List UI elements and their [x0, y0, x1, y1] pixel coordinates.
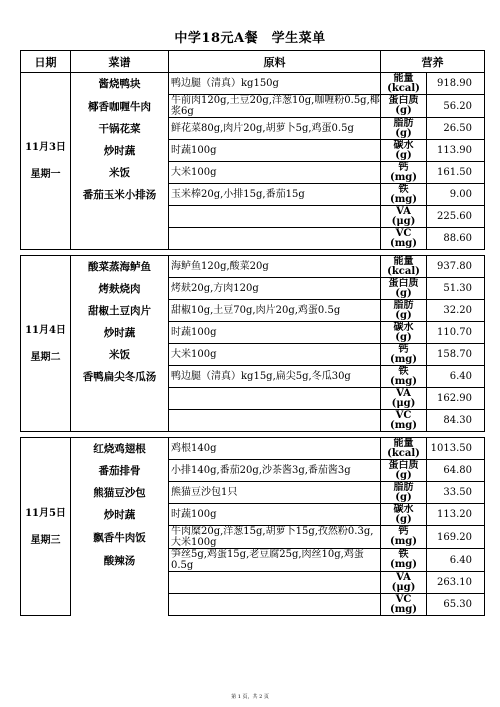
- nutrient-value: 65.30: [427, 594, 485, 616]
- ingredients-text: 鸡根140g: [169, 438, 381, 460]
- menu-body: [21, 73, 485, 616]
- nutrient-label: 铁 (mg): [381, 366, 427, 388]
- table-row: [21, 73, 485, 95]
- ingredients-text: 海鲈鱼120g,酸菜20g: [169, 256, 381, 278]
- nutrient-label: 脂肪 (g): [381, 482, 427, 504]
- nutrient-label: 脂肪 (g): [381, 118, 427, 140]
- dish-name: 香鸭扁尖冬瓜汤: [71, 366, 169, 388]
- weekday-label: 星期一: [30, 169, 61, 180]
- dish-name: 米饭: [71, 162, 169, 184]
- table-row: [21, 118, 485, 140]
- ingredients-text: 时蔬100g: [169, 322, 381, 344]
- dish-name: 炒时蔬: [71, 140, 169, 162]
- nutrient-value: 161.50: [427, 162, 485, 184]
- dish-name: [71, 206, 169, 228]
- page-title: 中学18元A餐 学生菜单: [174, 31, 326, 46]
- nutrient-value: 162.90: [427, 388, 485, 410]
- ingredients-text: 笋丝5g,鸡蛋15g,老豆腐25g,肉丝10g,鸡蛋0.5g: [169, 549, 381, 572]
- dish-name: 酸辣汤: [71, 549, 169, 572]
- nutrient-label: VC (mg): [381, 594, 427, 616]
- date-cell: [21, 256, 71, 432]
- nutrient-value: 9.00: [427, 184, 485, 206]
- nutrient-value: 64.80: [427, 460, 485, 482]
- table-row: [21, 184, 485, 206]
- table-row: [21, 594, 485, 616]
- header-ingredients: 原料: [169, 51, 381, 73]
- ingredients-text: [169, 388, 381, 410]
- table-row: [21, 206, 485, 228]
- dish-name: 炒时蔬: [71, 322, 169, 344]
- nutrient-value: 263.10: [427, 572, 485, 594]
- ingredients-text: 玉米棒20g,小排15g,番茄15g: [169, 184, 381, 206]
- table-row: [21, 344, 485, 366]
- table-row: [21, 140, 485, 162]
- nutrient-value: 51.30: [427, 278, 485, 300]
- table-row: [21, 482, 485, 504]
- ingredients-text: 鸭边腿（清真）kg150g: [169, 73, 381, 95]
- nutrient-value: 225.60: [427, 206, 485, 228]
- ingredients-text: 鸭边腿（清真）kg15g,扁尖5g,冬瓜30g: [169, 366, 381, 388]
- dish-name: [71, 228, 169, 250]
- dish-name: 熊猫豆沙包: [71, 482, 169, 504]
- nutrient-value: 937.80: [427, 256, 485, 278]
- ingredients-text: 甜椒10g,土豆70g,肉片20g,鸡蛋0.5g: [169, 300, 381, 322]
- nutrient-value: 918.90: [427, 73, 485, 95]
- nutrient-label: 能量 (kcal): [381, 256, 427, 278]
- table-row: [21, 300, 485, 322]
- page-footer: 第 1 页，共 2 页: [231, 694, 269, 700]
- table-row: [21, 572, 485, 594]
- nutrient-label: 碳水 (g): [381, 504, 427, 526]
- table-row: [21, 460, 485, 482]
- nutrient-value: 113.90: [427, 140, 485, 162]
- dish-name: 椰香咖喱牛肉: [71, 95, 169, 118]
- table-row: [21, 549, 485, 572]
- nutrient-label: 钙 (mg): [381, 162, 427, 184]
- date-label: 11月3日: [25, 142, 66, 153]
- nutrient-value: 1013.50: [427, 438, 485, 460]
- nutrient-value: 32.20: [427, 300, 485, 322]
- header-date: 日期: [21, 51, 71, 73]
- header-nutrition: 营养: [381, 51, 485, 73]
- dish-name: 酸菜蒸海鲈鱼: [71, 256, 169, 278]
- dish-name: 烤麸烧肉: [71, 278, 169, 300]
- ingredients-text: 大米100g: [169, 162, 381, 184]
- table-row: [21, 228, 485, 250]
- table-row: [21, 366, 485, 388]
- nutrient-label: VC (mg): [381, 410, 427, 432]
- nutrient-label: 钙 (mg): [381, 344, 427, 366]
- table-row: [21, 388, 485, 410]
- ingredients-text: [169, 572, 381, 594]
- header-dish: 菜谱: [71, 51, 169, 73]
- dish-name: [71, 572, 169, 594]
- header-row: [21, 51, 485, 73]
- weekday-label: 星期三: [30, 534, 61, 546]
- date-cell: [21, 73, 71, 250]
- nutrient-label: 蛋白质 (g): [381, 95, 427, 118]
- dish-name: 甜椒土豆肉片: [71, 300, 169, 322]
- ingredients-text: [169, 228, 381, 250]
- table-row: [21, 95, 485, 118]
- nutrient-label: 蛋白质 (g): [381, 460, 427, 482]
- date-cell: [21, 438, 71, 616]
- dish-name: 番茄排骨: [71, 460, 169, 482]
- date-label: 11月4日: [25, 324, 66, 336]
- table-row: [21, 410, 485, 432]
- weekday-label: 星期二: [30, 351, 61, 363]
- nutrient-label: 能量 (kcal): [381, 73, 427, 95]
- nutrient-label: 铁 (mg): [381, 184, 427, 206]
- nutrient-label: 蛋白质 (g): [381, 278, 427, 300]
- nutrient-value: 110.70: [427, 322, 485, 344]
- table-row: [21, 162, 485, 184]
- nutrient-value: 113.20: [427, 504, 485, 526]
- ingredients-text: 烤麸20g,方肉120g: [169, 278, 381, 300]
- ingredients-text: 时蔬100g: [169, 504, 381, 526]
- nutrient-label: 铁 (mg): [381, 549, 427, 572]
- dish-name: 米饭: [71, 344, 169, 366]
- dish-name: 飘香牛肉饭: [71, 526, 169, 549]
- nutrient-label: 碳水 (g): [381, 140, 427, 162]
- nutrient-value: 158.70: [427, 344, 485, 366]
- dish-name: 酱烧鸭块: [71, 73, 169, 95]
- dish-name: [71, 388, 169, 410]
- table-row: [21, 256, 485, 278]
- nutrient-value: 56.20: [427, 95, 485, 118]
- ingredients-text: 小排140g,番茄20g,沙茶酱3g,番茄酱3g: [169, 460, 381, 482]
- ingredients-text: [169, 206, 381, 228]
- table-row: [21, 278, 485, 300]
- dish-name: 炒时蔬: [71, 504, 169, 526]
- ingredients-text: 时蔬100g: [169, 140, 381, 162]
- dish-name: 番茄玉米小排汤: [71, 184, 169, 206]
- dish-name: [71, 594, 169, 616]
- menu-table: [20, 50, 485, 616]
- ingredients-text: [169, 594, 381, 616]
- nutrient-label: 能量 (kcal): [381, 438, 427, 460]
- nutrient-value: 88.60: [427, 228, 485, 250]
- nutrient-label: 碳水 (g): [381, 322, 427, 344]
- nutrient-label: 钙 (mg): [381, 526, 427, 549]
- nutrient-label: VA (μg): [381, 388, 427, 410]
- nutrient-value: 6.40: [427, 366, 485, 388]
- table-row: [21, 526, 485, 549]
- ingredients-text: 大米100g: [169, 344, 381, 366]
- ingredients-text: 牛前肉120g,土豆20g,洋葱10g,咖喱粉0.5g,椰浆6g: [169, 95, 381, 118]
- table-row: [21, 438, 485, 460]
- nutrient-value: 169.20: [427, 526, 485, 549]
- nutrient-label: VA (μg): [381, 206, 427, 228]
- ingredients-text: 熊猫豆沙包1只: [169, 482, 381, 504]
- nutrient-value: 6.40: [427, 549, 485, 572]
- nutrient-label: VC (mg): [381, 228, 427, 250]
- ingredients-text: 牛肉糜20g,洋葱15g,胡萝卜15g,孜然粉0.3g,大米100g: [169, 526, 381, 549]
- ingredients-text: 鲜花菜80g,肉片20g,胡萝卜5g,鸡蛋0.5g: [169, 118, 381, 140]
- table-row: [21, 504, 485, 526]
- ingredients-text: [169, 410, 381, 432]
- dish-name: 红烧鸡翅根: [71, 438, 169, 460]
- table-row: [21, 322, 485, 344]
- nutrient-value: 33.50: [427, 482, 485, 504]
- nutrient-value: 84.30: [427, 410, 485, 432]
- date-label: 11月5日: [25, 507, 66, 519]
- dish-name: [71, 410, 169, 432]
- nutrient-value: 26.50: [427, 118, 485, 140]
- nutrient-label: 脂肪 (g): [381, 300, 427, 322]
- dish-name: 干锅花菜: [71, 118, 169, 140]
- nutrient-label: VA (μg): [381, 572, 427, 594]
